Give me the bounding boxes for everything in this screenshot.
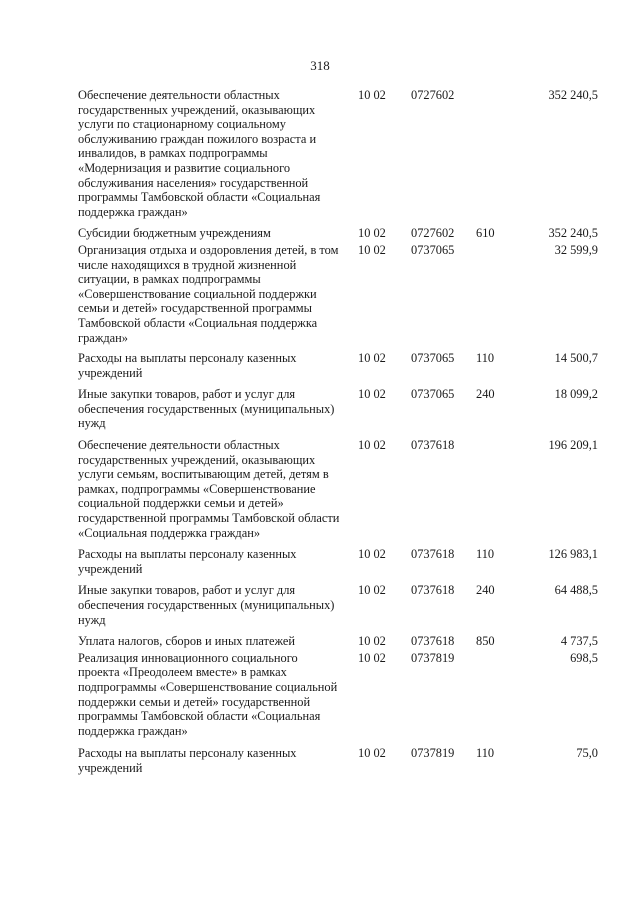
table-row — [78, 583, 598, 627]
row-description: Расходы на выплаты персоналу казенных учреждений — [78, 351, 297, 380]
row-target-article: 0737618 — [411, 634, 455, 649]
table-row — [78, 351, 598, 380]
row-description: Иные закупки товаров, работ и услуг для обеспечения государственных (муниципальных) нужд — [78, 387, 335, 431]
row-section-code: 10 02 — [358, 387, 386, 402]
table-row — [78, 88, 598, 219]
table-row — [78, 387, 598, 431]
row-amount: 18 099,2 — [554, 387, 598, 402]
row-description: Обеспечение деятельности областных государственных учреждений, оказывающих услуги семьям, воспитывающим детей, детям в рамках, подпрограммы «Совершенствование социальной поддержки семьи и детей» государственной программы Тамбовской области «Социальная поддержка граждан» — [78, 438, 340, 540]
table-row — [78, 651, 598, 739]
row-description: Организация отдыха и оздоровления детей, в том числе находящихся в трудной жизненной ситуации, в рамках подпрограммы «Совершенствование социальной поддержки семьи и детей» государственной программы Тамбовской области «Социальная поддержка граждан» — [78, 242, 339, 345]
row-target-article: 0737819 — [411, 746, 455, 761]
row-target-article: 0737819 — [411, 650, 455, 665]
row-expense-type: 110 — [476, 746, 495, 761]
row-section-code: 10 02 — [358, 746, 386, 761]
row-description: Субсидии бюджетным учреждениям — [78, 226, 271, 241]
row-description: Реализация инновационного социального проекта «Преодолеем вместе» в рамках подпрограммы «Совершенствование социальной поддержки семьи и детей» государственной программы Тамбовской области «Социальная поддержка граждан» — [78, 650, 338, 738]
row-amount: 32 599,9 — [554, 242, 598, 257]
row-target-article: 0737618 — [411, 547, 455, 562]
table-row — [78, 746, 598, 775]
row-section-code: 10 02 — [358, 226, 386, 241]
row-description: Уплата налогов, сборов и иных платежей — [78, 634, 296, 649]
row-amount: 698,5 — [570, 650, 598, 665]
row-section-code: 10 02 — [358, 583, 386, 598]
row-section-code: 10 02 — [358, 438, 386, 453]
row-section-code: 10 02 — [358, 88, 386, 102]
row-section-code: 10 02 — [358, 634, 386, 649]
page-number: 318 — [310, 58, 330, 73]
row-expense-type: 110 — [476, 547, 495, 562]
row-target-article: 0727602 — [411, 88, 455, 102]
row-description: Расходы на выплаты персоналу казенных учреждений — [78, 746, 297, 775]
row-amount: 14 500,7 — [554, 351, 598, 366]
row-amount: 196 209,1 — [548, 438, 598, 453]
row-section-code: 10 02 — [358, 351, 386, 366]
row-target-article: 0737065 — [411, 351, 455, 366]
row-expense-type: 610 — [476, 226, 495, 241]
row-expense-type: 240 — [476, 387, 495, 402]
row-expense-type: 240 — [476, 583, 495, 598]
row-amount: 64 488,5 — [554, 583, 598, 598]
row-target-article: 0737065 — [411, 242, 455, 257]
table-row — [78, 634, 598, 649]
row-target-article: 0737618 — [411, 583, 455, 598]
row-amount: 352 240,5 — [548, 226, 598, 241]
table-row — [78, 243, 598, 345]
row-amount: 75,0 — [576, 746, 598, 761]
budget-table — [78, 88, 598, 776]
table-row — [78, 226, 598, 241]
row-amount: 4 737,5 — [560, 634, 598, 649]
row-expense-type: 850 — [476, 634, 495, 649]
row-section-code: 10 02 — [358, 242, 386, 257]
row-amount: 352 240,5 — [548, 88, 598, 102]
row-target-article: 0737065 — [411, 387, 455, 402]
row-description: Обеспечение деятельности областных государственных учреждений, оказывающих услуги по стационарному социальному обслуживанию граждан пожилого возраста и инвалидов, в рамках подпрограммы «Модернизация и развитие социального обслуживания населения» государственной программы Тамбовской области «Социальная поддержка граждан» — [78, 88, 321, 219]
row-expense-type: 110 — [476, 351, 495, 366]
row-section-code: 10 02 — [358, 650, 386, 665]
row-description: Расходы на выплаты персоналу казенных учреждений — [78, 547, 297, 576]
row-target-article: 0727602 — [411, 226, 455, 241]
table-row — [78, 438, 598, 540]
row-description: Иные закупки товаров, работ и услуг для обеспечения государственных (муниципальных) нужд — [78, 583, 335, 627]
row-section-code: 10 02 — [358, 547, 386, 562]
row-amount: 126 983,1 — [548, 547, 598, 562]
table-row — [78, 547, 598, 576]
row-target-article: 0737618 — [411, 438, 455, 453]
